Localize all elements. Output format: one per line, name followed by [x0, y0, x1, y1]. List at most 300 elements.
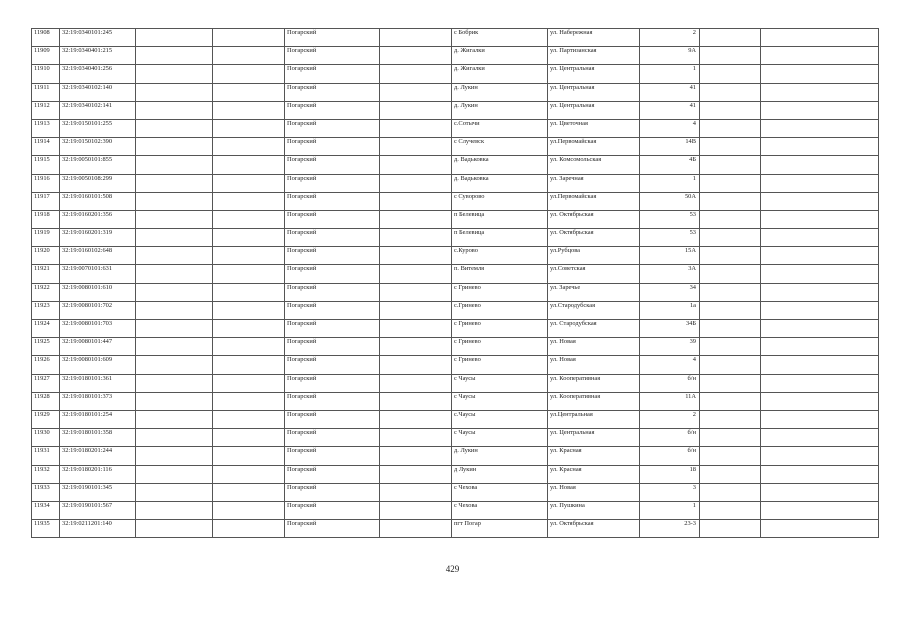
cadastral-number-cell: 32:19:0080101:609	[60, 356, 136, 374]
street-cell: ул. Партизанская	[548, 47, 640, 65]
empty-col-3-cell	[136, 138, 213, 156]
empty-col-4-cell	[213, 501, 285, 519]
street-cell: ул. Заречье	[548, 283, 640, 301]
district-cell: Погарский	[285, 356, 380, 374]
empty-col-10-cell	[700, 229, 761, 247]
empty-col-11-cell	[761, 392, 879, 410]
empty-col-4-cell	[213, 65, 285, 83]
district-cell: Погарский	[285, 338, 380, 356]
empty-col-4-cell	[213, 283, 285, 301]
house-number-cell: 3А	[640, 265, 700, 283]
empty-col-6-cell	[380, 429, 452, 447]
empty-col-4-cell	[213, 338, 285, 356]
empty-col-10-cell	[700, 374, 761, 392]
empty-col-10-cell	[700, 29, 761, 47]
empty-col-6-cell	[380, 119, 452, 137]
empty-col-10-cell	[700, 101, 761, 119]
empty-col-10-cell	[700, 247, 761, 265]
district-cell: Погарский	[285, 174, 380, 192]
empty-col-4-cell	[213, 483, 285, 501]
settlement-cell: д. Лукин	[452, 101, 548, 119]
empty-col-10-cell	[700, 520, 761, 538]
record-number-cell: 11933	[32, 483, 60, 501]
district-cell: Погарский	[285, 410, 380, 428]
street-cell: ул.Первомайская	[548, 138, 640, 156]
table-row	[32, 410, 879, 428]
cadastral-number-cell: 32:19:0160201:356	[60, 210, 136, 228]
house-number-cell: 39	[640, 338, 700, 356]
settlement-cell: п Белевица	[452, 210, 548, 228]
empty-col-11-cell	[761, 65, 879, 83]
settlement-cell: с Чехова	[452, 483, 548, 501]
cadastral-number-cell: 32:19:0080101:447	[60, 338, 136, 356]
empty-col-11-cell	[761, 101, 879, 119]
street-cell: ул. Заречная	[548, 174, 640, 192]
settlement-cell: д. Вадьковка	[452, 156, 548, 174]
empty-col-4-cell	[213, 47, 285, 65]
empty-col-3-cell	[136, 356, 213, 374]
empty-col-3-cell	[136, 210, 213, 228]
record-number-cell: 11927	[32, 374, 60, 392]
empty-col-6-cell	[380, 192, 452, 210]
empty-col-11-cell	[761, 156, 879, 174]
empty-col-3-cell	[136, 465, 213, 483]
district-cell: Погарский	[285, 301, 380, 319]
house-number-cell: б/н	[640, 447, 700, 465]
empty-col-10-cell	[700, 483, 761, 501]
house-number-cell: 23-3	[640, 520, 700, 538]
empty-col-3-cell	[136, 192, 213, 210]
cadastral-number-cell: 32:19:0080101:702	[60, 301, 136, 319]
empty-col-11-cell	[761, 374, 879, 392]
empty-col-11-cell	[761, 192, 879, 210]
district-cell: Погарский	[285, 47, 380, 65]
empty-col-6-cell	[380, 210, 452, 228]
empty-col-3-cell	[136, 83, 213, 101]
empty-col-11-cell	[761, 283, 879, 301]
cadastral-number-cell: 32:19:0050108:299	[60, 174, 136, 192]
cadastral-number-cell: 32:19:0150101:255	[60, 119, 136, 137]
empty-col-4-cell	[213, 174, 285, 192]
district-cell: Погарский	[285, 392, 380, 410]
settlement-cell: с.Гринево	[452, 301, 548, 319]
house-number-cell: 1	[640, 65, 700, 83]
settlement-cell: с Суворово	[452, 192, 548, 210]
street-cell: ул. Набережная	[548, 29, 640, 47]
record-number-cell: 11908	[32, 29, 60, 47]
street-cell: ул. Октябрьская	[548, 229, 640, 247]
record-number-cell: 11912	[32, 101, 60, 119]
house-number-cell: 1	[640, 174, 700, 192]
house-number-cell: 34	[640, 283, 700, 301]
empty-col-3-cell	[136, 320, 213, 338]
cadastral-number-cell: 32:19:0340401:256	[60, 65, 136, 83]
settlement-cell: д. Жигалки	[452, 47, 548, 65]
empty-col-11-cell	[761, 119, 879, 137]
cadastral-number-cell: 32:19:0340102:140	[60, 83, 136, 101]
empty-col-4-cell	[213, 156, 285, 174]
house-number-cell: 2	[640, 410, 700, 428]
empty-col-10-cell	[700, 356, 761, 374]
settlement-cell: с Гринево	[452, 320, 548, 338]
settlement-cell: с Гринево	[452, 356, 548, 374]
settlement-cell: д. Вадьковка	[452, 174, 548, 192]
cadastral-number-cell: 32:19:0070101:631	[60, 265, 136, 283]
street-cell: ул. Стародубская	[548, 320, 640, 338]
cadastral-number-cell: 32:19:0160201:319	[60, 229, 136, 247]
settlement-cell: с Гринево	[452, 338, 548, 356]
empty-col-10-cell	[700, 320, 761, 338]
table-row	[32, 29, 879, 47]
empty-col-3-cell	[136, 65, 213, 83]
empty-col-10-cell	[700, 65, 761, 83]
empty-col-6-cell	[380, 410, 452, 428]
table-row	[32, 338, 879, 356]
record-number-cell: 11924	[32, 320, 60, 338]
empty-col-10-cell	[700, 283, 761, 301]
table-row	[32, 374, 879, 392]
house-number-cell: 53	[640, 210, 700, 228]
district-cell: Погарский	[285, 229, 380, 247]
empty-col-11-cell	[761, 447, 879, 465]
street-cell: ул. Центральная	[548, 65, 640, 83]
empty-col-11-cell	[761, 210, 879, 228]
empty-col-11-cell	[761, 320, 879, 338]
record-number-cell: 11934	[32, 501, 60, 519]
table-row	[32, 229, 879, 247]
house-number-cell: 41	[640, 83, 700, 101]
empty-col-3-cell	[136, 301, 213, 319]
street-cell: ул. Цветочная	[548, 119, 640, 137]
cadastral-number-cell: 32:19:0211201:140	[60, 520, 136, 538]
district-cell: Погарский	[285, 520, 380, 538]
table-row	[32, 265, 879, 283]
record-number-cell: 11935	[32, 520, 60, 538]
empty-col-10-cell	[700, 83, 761, 101]
record-number-cell: 11911	[32, 83, 60, 101]
empty-col-10-cell	[700, 301, 761, 319]
record-number-cell: 11917	[32, 192, 60, 210]
district-cell: Погарский	[285, 65, 380, 83]
cadastral-number-cell: 32:19:0160102:648	[60, 247, 136, 265]
house-number-cell: 4Б	[640, 156, 700, 174]
street-cell: ул. Красная	[548, 447, 640, 465]
table-row	[32, 101, 879, 119]
empty-col-11-cell	[761, 410, 879, 428]
record-number-cell: 11928	[32, 392, 60, 410]
district-cell: Погарский	[285, 265, 380, 283]
empty-col-6-cell	[380, 320, 452, 338]
street-cell: ул.Советская	[548, 265, 640, 283]
empty-col-10-cell	[700, 338, 761, 356]
cadastral-number-cell: 32:19:0190101:345	[60, 483, 136, 501]
empty-col-3-cell	[136, 338, 213, 356]
record-number-cell: 11932	[32, 465, 60, 483]
empty-col-11-cell	[761, 338, 879, 356]
empty-col-3-cell	[136, 29, 213, 47]
house-number-cell: б/н	[640, 429, 700, 447]
empty-col-3-cell	[136, 283, 213, 301]
empty-col-4-cell	[213, 410, 285, 428]
table-row	[32, 210, 879, 228]
house-number-cell: 14В	[640, 138, 700, 156]
cadastral-number-cell: 32:19:0180101:254	[60, 410, 136, 428]
cadastral-number-cell: 32:19:0180101:358	[60, 429, 136, 447]
table-row	[32, 520, 879, 538]
empty-col-11-cell	[761, 465, 879, 483]
settlement-cell: д Лукин	[452, 465, 548, 483]
street-cell: ул. Октябрьская	[548, 210, 640, 228]
district-cell: Погарский	[285, 320, 380, 338]
record-number-cell: 11919	[32, 229, 60, 247]
empty-col-4-cell	[213, 301, 285, 319]
house-number-cell: 9А	[640, 47, 700, 65]
empty-col-4-cell	[213, 520, 285, 538]
empty-col-11-cell	[761, 29, 879, 47]
house-number-cell: 3	[640, 483, 700, 501]
settlement-cell: с Чехова	[452, 501, 548, 519]
empty-col-10-cell	[700, 47, 761, 65]
settlement-cell: п Белевица	[452, 229, 548, 247]
district-cell: Погарский	[285, 156, 380, 174]
empty-col-6-cell	[380, 356, 452, 374]
district-cell: Погарский	[285, 192, 380, 210]
empty-col-10-cell	[700, 392, 761, 410]
table-row	[32, 83, 879, 101]
empty-col-6-cell	[380, 247, 452, 265]
empty-col-4-cell	[213, 229, 285, 247]
street-cell: ул. Новая	[548, 483, 640, 501]
street-cell: ул. Кооперативная	[548, 374, 640, 392]
empty-col-4-cell	[213, 83, 285, 101]
table-row	[32, 174, 879, 192]
empty-col-10-cell	[700, 174, 761, 192]
empty-col-10-cell	[700, 210, 761, 228]
empty-col-4-cell	[213, 356, 285, 374]
street-cell: ул. Кооперативная	[548, 392, 640, 410]
house-number-cell: б/н	[640, 374, 700, 392]
record-number-cell: 11913	[32, 119, 60, 137]
empty-col-4-cell	[213, 119, 285, 137]
house-number-cell: 1	[640, 501, 700, 519]
empty-col-10-cell	[700, 447, 761, 465]
table-row	[32, 156, 879, 174]
empty-col-4-cell	[213, 265, 285, 283]
empty-col-6-cell	[380, 156, 452, 174]
street-cell: ул. Новая	[548, 356, 640, 374]
street-cell: ул. Центральная	[548, 101, 640, 119]
table-row	[32, 247, 879, 265]
cadastral-number-cell: 32:19:0180201:116	[60, 465, 136, 483]
empty-col-3-cell	[136, 47, 213, 65]
table-row	[32, 320, 879, 338]
district-cell: Погарский	[285, 101, 380, 119]
cadastral-number-cell: 32:19:0190101:567	[60, 501, 136, 519]
street-cell: ул. Пушкина	[548, 501, 640, 519]
empty-col-11-cell	[761, 47, 879, 65]
empty-col-10-cell	[700, 410, 761, 428]
empty-col-10-cell	[700, 465, 761, 483]
empty-col-3-cell	[136, 156, 213, 174]
empty-col-11-cell	[761, 247, 879, 265]
empty-col-4-cell	[213, 392, 285, 410]
empty-col-11-cell	[761, 520, 879, 538]
empty-col-11-cell	[761, 83, 879, 101]
empty-col-4-cell	[213, 138, 285, 156]
settlement-cell: д. Лукин	[452, 447, 548, 465]
empty-col-11-cell	[761, 138, 879, 156]
street-cell: ул.Рубцова	[548, 247, 640, 265]
house-number-cell: 4	[640, 356, 700, 374]
empty-col-11-cell	[761, 265, 879, 283]
record-number-cell: 11931	[32, 447, 60, 465]
house-number-cell: 41	[640, 101, 700, 119]
empty-col-11-cell	[761, 501, 879, 519]
district-cell: Погарский	[285, 119, 380, 137]
settlement-cell: пгт Погар	[452, 520, 548, 538]
empty-col-4-cell	[213, 447, 285, 465]
empty-col-4-cell	[213, 320, 285, 338]
record-number-cell: 11915	[32, 156, 60, 174]
house-number-cell: 1а	[640, 301, 700, 319]
record-number-cell: 11910	[32, 65, 60, 83]
house-number-cell: 34Б	[640, 320, 700, 338]
house-number-cell: 4	[640, 119, 700, 137]
cadastral-number-cell: 32:19:0180101:373	[60, 392, 136, 410]
empty-col-11-cell	[761, 229, 879, 247]
empty-col-3-cell	[136, 520, 213, 538]
district-cell: Погарский	[285, 247, 380, 265]
record-number-cell: 11922	[32, 283, 60, 301]
empty-col-10-cell	[700, 138, 761, 156]
table-row	[32, 392, 879, 410]
empty-col-4-cell	[213, 192, 285, 210]
empty-col-4-cell	[213, 29, 285, 47]
empty-col-11-cell	[761, 356, 879, 374]
empty-col-6-cell	[380, 83, 452, 101]
empty-col-3-cell	[136, 265, 213, 283]
empty-col-4-cell	[213, 101, 285, 119]
table-row	[32, 65, 879, 83]
empty-col-4-cell	[213, 465, 285, 483]
empty-col-10-cell	[700, 119, 761, 137]
cadastral-number-cell: 32:19:0340102:141	[60, 101, 136, 119]
record-number-cell: 11925	[32, 338, 60, 356]
house-number-cell: 18	[640, 465, 700, 483]
street-cell: ул.Первомайская	[548, 192, 640, 210]
street-cell: ул. Комсомольская	[548, 156, 640, 174]
table-row	[32, 119, 879, 137]
district-cell: Погарский	[285, 210, 380, 228]
empty-col-6-cell	[380, 65, 452, 83]
record-number-cell: 11918	[32, 210, 60, 228]
district-cell: Погарский	[285, 483, 380, 501]
empty-col-6-cell	[380, 465, 452, 483]
settlement-cell: д. Жигалки	[452, 65, 548, 83]
empty-col-3-cell	[136, 392, 213, 410]
district-cell: Погарский	[285, 465, 380, 483]
table-row	[32, 429, 879, 447]
empty-col-6-cell	[380, 447, 452, 465]
settlement-cell: п. Витемля	[452, 265, 548, 283]
table-row	[32, 47, 879, 65]
empty-col-6-cell	[380, 283, 452, 301]
empty-col-3-cell	[136, 101, 213, 119]
house-number-cell: 53	[640, 229, 700, 247]
settlement-cell: с Чаусы	[452, 374, 548, 392]
street-cell: ул.Стародубская	[548, 301, 640, 319]
record-number-cell: 11923	[32, 301, 60, 319]
settlement-cell: с Чаусы	[452, 429, 548, 447]
table-row	[32, 447, 879, 465]
empty-col-11-cell	[761, 483, 879, 501]
settlement-cell: с Чаусы	[452, 392, 548, 410]
empty-col-10-cell	[700, 156, 761, 174]
empty-col-11-cell	[761, 301, 879, 319]
street-cell: ул. Центральная	[548, 83, 640, 101]
empty-col-6-cell	[380, 138, 452, 156]
house-number-cell: 11А	[640, 392, 700, 410]
table-row	[32, 192, 879, 210]
district-cell: Погарский	[285, 374, 380, 392]
record-number-cell: 11921	[32, 265, 60, 283]
table-row	[32, 501, 879, 519]
empty-col-10-cell	[700, 501, 761, 519]
record-number-cell: 11909	[32, 47, 60, 65]
empty-col-3-cell	[136, 501, 213, 519]
empty-col-6-cell	[380, 229, 452, 247]
district-cell: Погарский	[285, 29, 380, 47]
settlement-cell: с.Курово	[452, 247, 548, 265]
registry-table	[31, 28, 879, 538]
cadastral-number-cell: 32:19:0340401:215	[60, 47, 136, 65]
house-number-cell: 2	[640, 29, 700, 47]
cadastral-number-cell: 32:19:0180201:244	[60, 447, 136, 465]
empty-col-6-cell	[380, 265, 452, 283]
empty-col-4-cell	[213, 374, 285, 392]
empty-col-6-cell	[380, 520, 452, 538]
empty-col-3-cell	[136, 410, 213, 428]
district-cell: Погарский	[285, 447, 380, 465]
cadastral-number-cell: 32:19:0050101:855	[60, 156, 136, 174]
empty-col-10-cell	[700, 265, 761, 283]
empty-col-6-cell	[380, 483, 452, 501]
street-cell: ул. Новая	[548, 338, 640, 356]
empty-col-6-cell	[380, 174, 452, 192]
record-number-cell: 11916	[32, 174, 60, 192]
settlement-cell: с Гринево	[452, 283, 548, 301]
table-row	[32, 483, 879, 501]
empty-col-6-cell	[380, 29, 452, 47]
house-number-cell: 50А	[640, 192, 700, 210]
settlement-cell: с.Чаусы	[452, 410, 548, 428]
street-cell: ул. Центральная	[548, 429, 640, 447]
empty-col-4-cell	[213, 210, 285, 228]
cadastral-number-cell: 32:19:0080101:703	[60, 320, 136, 338]
street-cell: ул. Октябрьская	[548, 520, 640, 538]
settlement-cell: с Случевск	[452, 138, 548, 156]
street-cell: ул.Центральная	[548, 410, 640, 428]
empty-col-4-cell	[213, 247, 285, 265]
settlement-cell: д. Лукин	[452, 83, 548, 101]
cadastral-number-cell: 32:19:0150102:390	[60, 138, 136, 156]
table-row	[32, 356, 879, 374]
house-number-cell: 15А	[640, 247, 700, 265]
cadastral-number-cell: 32:19:0080101:610	[60, 283, 136, 301]
table-row	[32, 465, 879, 483]
empty-col-6-cell	[380, 374, 452, 392]
table-row	[32, 301, 879, 319]
